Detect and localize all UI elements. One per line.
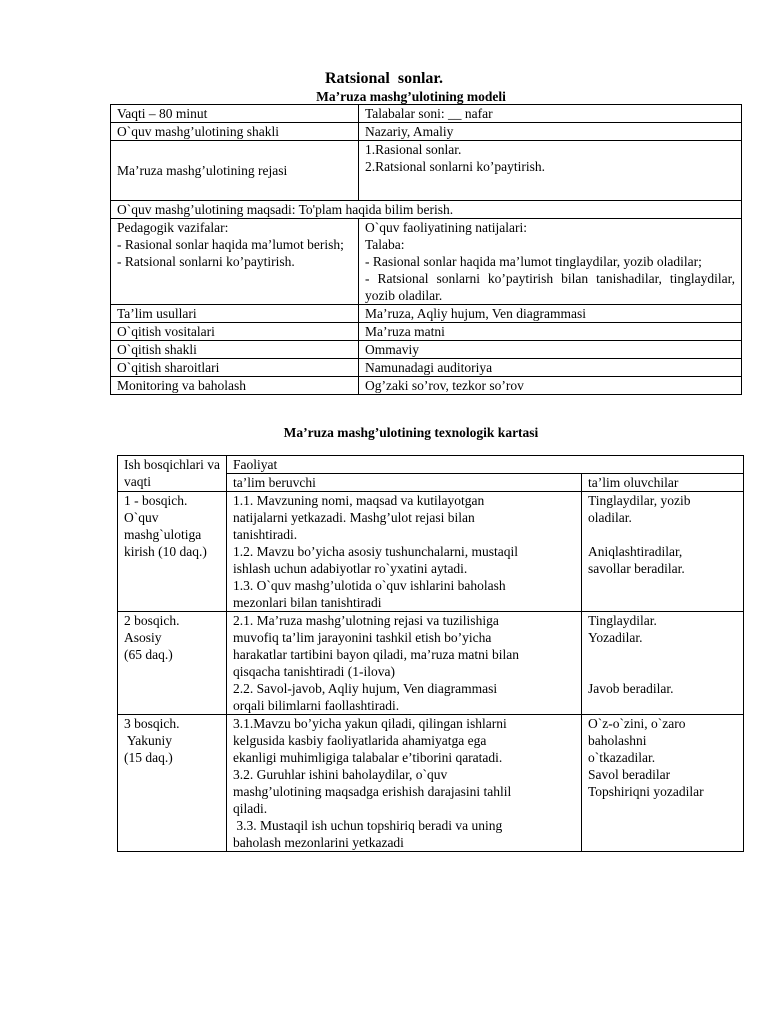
table-row bbox=[111, 359, 742, 377]
cell-line: baholash mezonlarini yetkazadi bbox=[233, 835, 404, 850]
cell-line: qisqacha tanishtiradi (1-ilova) bbox=[233, 664, 395, 679]
table-row bbox=[111, 219, 742, 305]
cell-line: (15 daq.) bbox=[124, 750, 173, 765]
cell-line: 1 - bosqich. bbox=[124, 493, 188, 508]
cell-line: Asosiy bbox=[124, 630, 162, 645]
table-row bbox=[111, 377, 742, 395]
cell-line: 2.1. Ma’ruza mashg’ulotning rejasi va tuzilishiga bbox=[233, 613, 499, 628]
cell-line: tanishtiradi. bbox=[233, 527, 298, 542]
cell-line: 1.1. Mavzuning nomi, maqsad va kutilayotgan bbox=[233, 493, 485, 508]
cell-line: o`tkazadilar. bbox=[588, 750, 656, 765]
cell-line: Tinglaydilar, yozib bbox=[588, 493, 691, 508]
table-row bbox=[111, 341, 742, 359]
cell-line: Topshiriqni yozadilar bbox=[588, 784, 704, 799]
table-cell: Ommaviy bbox=[359, 341, 742, 359]
cell-line: Aniqlashtiradilar, bbox=[588, 544, 683, 559]
cell-line: Tinglaydilar. bbox=[588, 613, 657, 628]
table-row bbox=[118, 492, 744, 612]
cell-line: 2 bosqich. bbox=[124, 613, 180, 628]
table-cell bbox=[359, 141, 742, 201]
students-cell bbox=[582, 492, 744, 612]
document-subtitle: Ma’ruza mashg’ulotining modeli bbox=[316, 89, 506, 104]
table-cell: Nazariy, Amaliy bbox=[359, 123, 742, 141]
cell-line: - Rasional sonlar haqida ma’lumot tinglaydilar, yozib oladilar; bbox=[365, 254, 702, 269]
table-cell: Ma’ruza, Aqliy hujum, Ven diagrammasi bbox=[359, 305, 742, 323]
cell-line: Yakuniy bbox=[124, 733, 173, 748]
table-cell: O`quv mashg’ulotining maqsadi: To'plam haqida bilim berish. bbox=[111, 201, 742, 219]
cell-line: mezonlari bilan tanishtiradi bbox=[233, 595, 382, 610]
table-cell bbox=[111, 219, 359, 305]
lecture-model-table bbox=[110, 104, 742, 395]
stage-header-cell: Ish bosqichlari va vaqti bbox=[118, 456, 227, 492]
cell-line: (65 daq.) bbox=[124, 647, 173, 662]
cell-line: 3 bosqich. bbox=[124, 716, 180, 731]
cell-line: 1.3. O`quv mashg’ulotida o`quv ishlarini baholash bbox=[233, 578, 506, 593]
table-row bbox=[111, 305, 742, 323]
table-header-row bbox=[118, 456, 744, 474]
cell-line: - Ratsional sonlarni ko’paytirish. bbox=[117, 254, 295, 269]
table-row bbox=[111, 323, 742, 341]
activity-header-cell: Faoliyat bbox=[227, 456, 744, 474]
stage-cell bbox=[118, 715, 227, 852]
teacher-cell bbox=[227, 612, 582, 715]
cell-line: oladilar. bbox=[588, 510, 632, 525]
cell-line: Savol beradilar bbox=[588, 767, 671, 782]
cell-line: ishlash uchun adabiyotlar ro`yxatini aytadi. bbox=[233, 561, 468, 576]
teacher-cell bbox=[227, 492, 582, 612]
cell-line: ekanligi muhimligiga talabalar e’tiborini qaratadi. bbox=[233, 750, 503, 765]
cell-line: qiladi. bbox=[233, 801, 268, 816]
plan-item: 1.Rasional sonlar. bbox=[365, 142, 462, 157]
students-cell bbox=[582, 612, 744, 715]
table-cell: O`quv mashg’ulotining shakli bbox=[111, 123, 359, 141]
cell-line: 2.2. Savol-javob, Aqliy hujum, Ven diagrammasi bbox=[233, 681, 498, 696]
table-cell: Ma’ruza matni bbox=[359, 323, 742, 341]
cell-line: harakatlar tartibini bayon qiladi, ma’ruza matni bilan bbox=[233, 647, 520, 662]
table-cell: Monitoring va baholash bbox=[111, 377, 359, 395]
cell-line: savollar beradilar. bbox=[588, 561, 685, 576]
cell-line bbox=[588, 663, 737, 680]
table-cell: Talabalar soni: __ nafar bbox=[359, 105, 742, 123]
table-row bbox=[118, 715, 744, 852]
table-cell: O`qitish shakli bbox=[111, 341, 359, 359]
students-cell bbox=[582, 715, 744, 852]
teacher-header-cell: ta’lim beruvchi bbox=[227, 474, 582, 492]
table-cell: O`qitish vositalari bbox=[111, 323, 359, 341]
cell-line: 3.1.Mavzu bo’yicha yakun qiladi, qilingan ishlarni bbox=[233, 716, 507, 731]
students-header-cell: ta’lim oluvchilar bbox=[582, 474, 744, 492]
table-cell: Ta’lim usullari bbox=[111, 305, 359, 323]
cell-line: 3.2. Guruhlar ishini baholaydilar, o`quv bbox=[233, 767, 448, 782]
stage-cell bbox=[118, 492, 227, 612]
table-cell: Ma’ruza mashg’ulotining rejasi bbox=[111, 141, 359, 201]
table-row bbox=[111, 201, 742, 219]
stage-cell bbox=[118, 612, 227, 715]
cell-line: orqali bilimlarni faollashtiradi. bbox=[233, 698, 400, 713]
cell-line: Javob beradilar. bbox=[588, 681, 674, 696]
cell-line: 3.3. Mustaqil ish uchun topshiriq beradi va uning bbox=[233, 818, 503, 833]
tech-card-title: Ma’ruza mashg’ulotining texnologik kartasi bbox=[283, 425, 539, 440]
document-title: Ratsional sonlar. bbox=[324, 70, 444, 87]
cell-line: Yozadilar. bbox=[588, 630, 643, 645]
cell-line: - Rasional sonlar haqida ma’lumot berish; bbox=[117, 237, 344, 252]
cell-line: natijalarni yetkazadi. Mashg’ulot rejasi bilan bbox=[233, 510, 475, 525]
cell-line: - Ratsional sonlarni ko’paytirish bilan tanishadilar, tinglaydilar, yozib oladilar. bbox=[365, 271, 735, 303]
cell-line: kirish (10 daq.) bbox=[124, 544, 207, 559]
cell-line: 1.2. Mavzu bo’yicha asosiy tushunchalarni, mustaqil bbox=[233, 544, 518, 559]
table-cell bbox=[359, 219, 742, 305]
table-cell: Namunadagi auditoriya bbox=[359, 359, 742, 377]
cell-line: O`quv bbox=[124, 510, 159, 525]
cell-line: O`quv faoliyatining natijalari: bbox=[365, 220, 527, 235]
cell-line: baholashni bbox=[588, 733, 647, 748]
table-cell: Vaqti – 80 minut bbox=[111, 105, 359, 123]
table-cell: O`qitish sharoitlari bbox=[111, 359, 359, 377]
cell-line: mashg’ulotining maqsadga erishish darajasini tahlil bbox=[233, 784, 512, 799]
cell-line: kelgusida kasbiy faoliyatlarida ahamiyatga ega bbox=[233, 733, 487, 748]
cell-line: muvofiq ta’lim jarayonini tashkil etish bo’yicha bbox=[233, 630, 492, 645]
cell-line bbox=[588, 646, 737, 663]
cell-line: O`z-o`zini, o`zaro bbox=[588, 716, 686, 731]
table-row bbox=[111, 105, 742, 123]
teacher-cell bbox=[227, 715, 582, 852]
cell-line: Talaba: bbox=[365, 237, 405, 252]
cell-line: mashg`ulotiga bbox=[124, 527, 202, 542]
table-row bbox=[111, 141, 742, 201]
table-cell: Og’zaki so’rov, tezkor so’rov bbox=[359, 377, 742, 395]
cell-line bbox=[588, 526, 737, 543]
plan-item: 2.Ratsional sonlarni ko’paytirish. bbox=[365, 159, 545, 174]
table-row bbox=[111, 123, 742, 141]
technological-card-table bbox=[117, 455, 744, 852]
table-row bbox=[118, 612, 744, 715]
cell-line: Pedagogik vazifalar: bbox=[117, 220, 229, 235]
